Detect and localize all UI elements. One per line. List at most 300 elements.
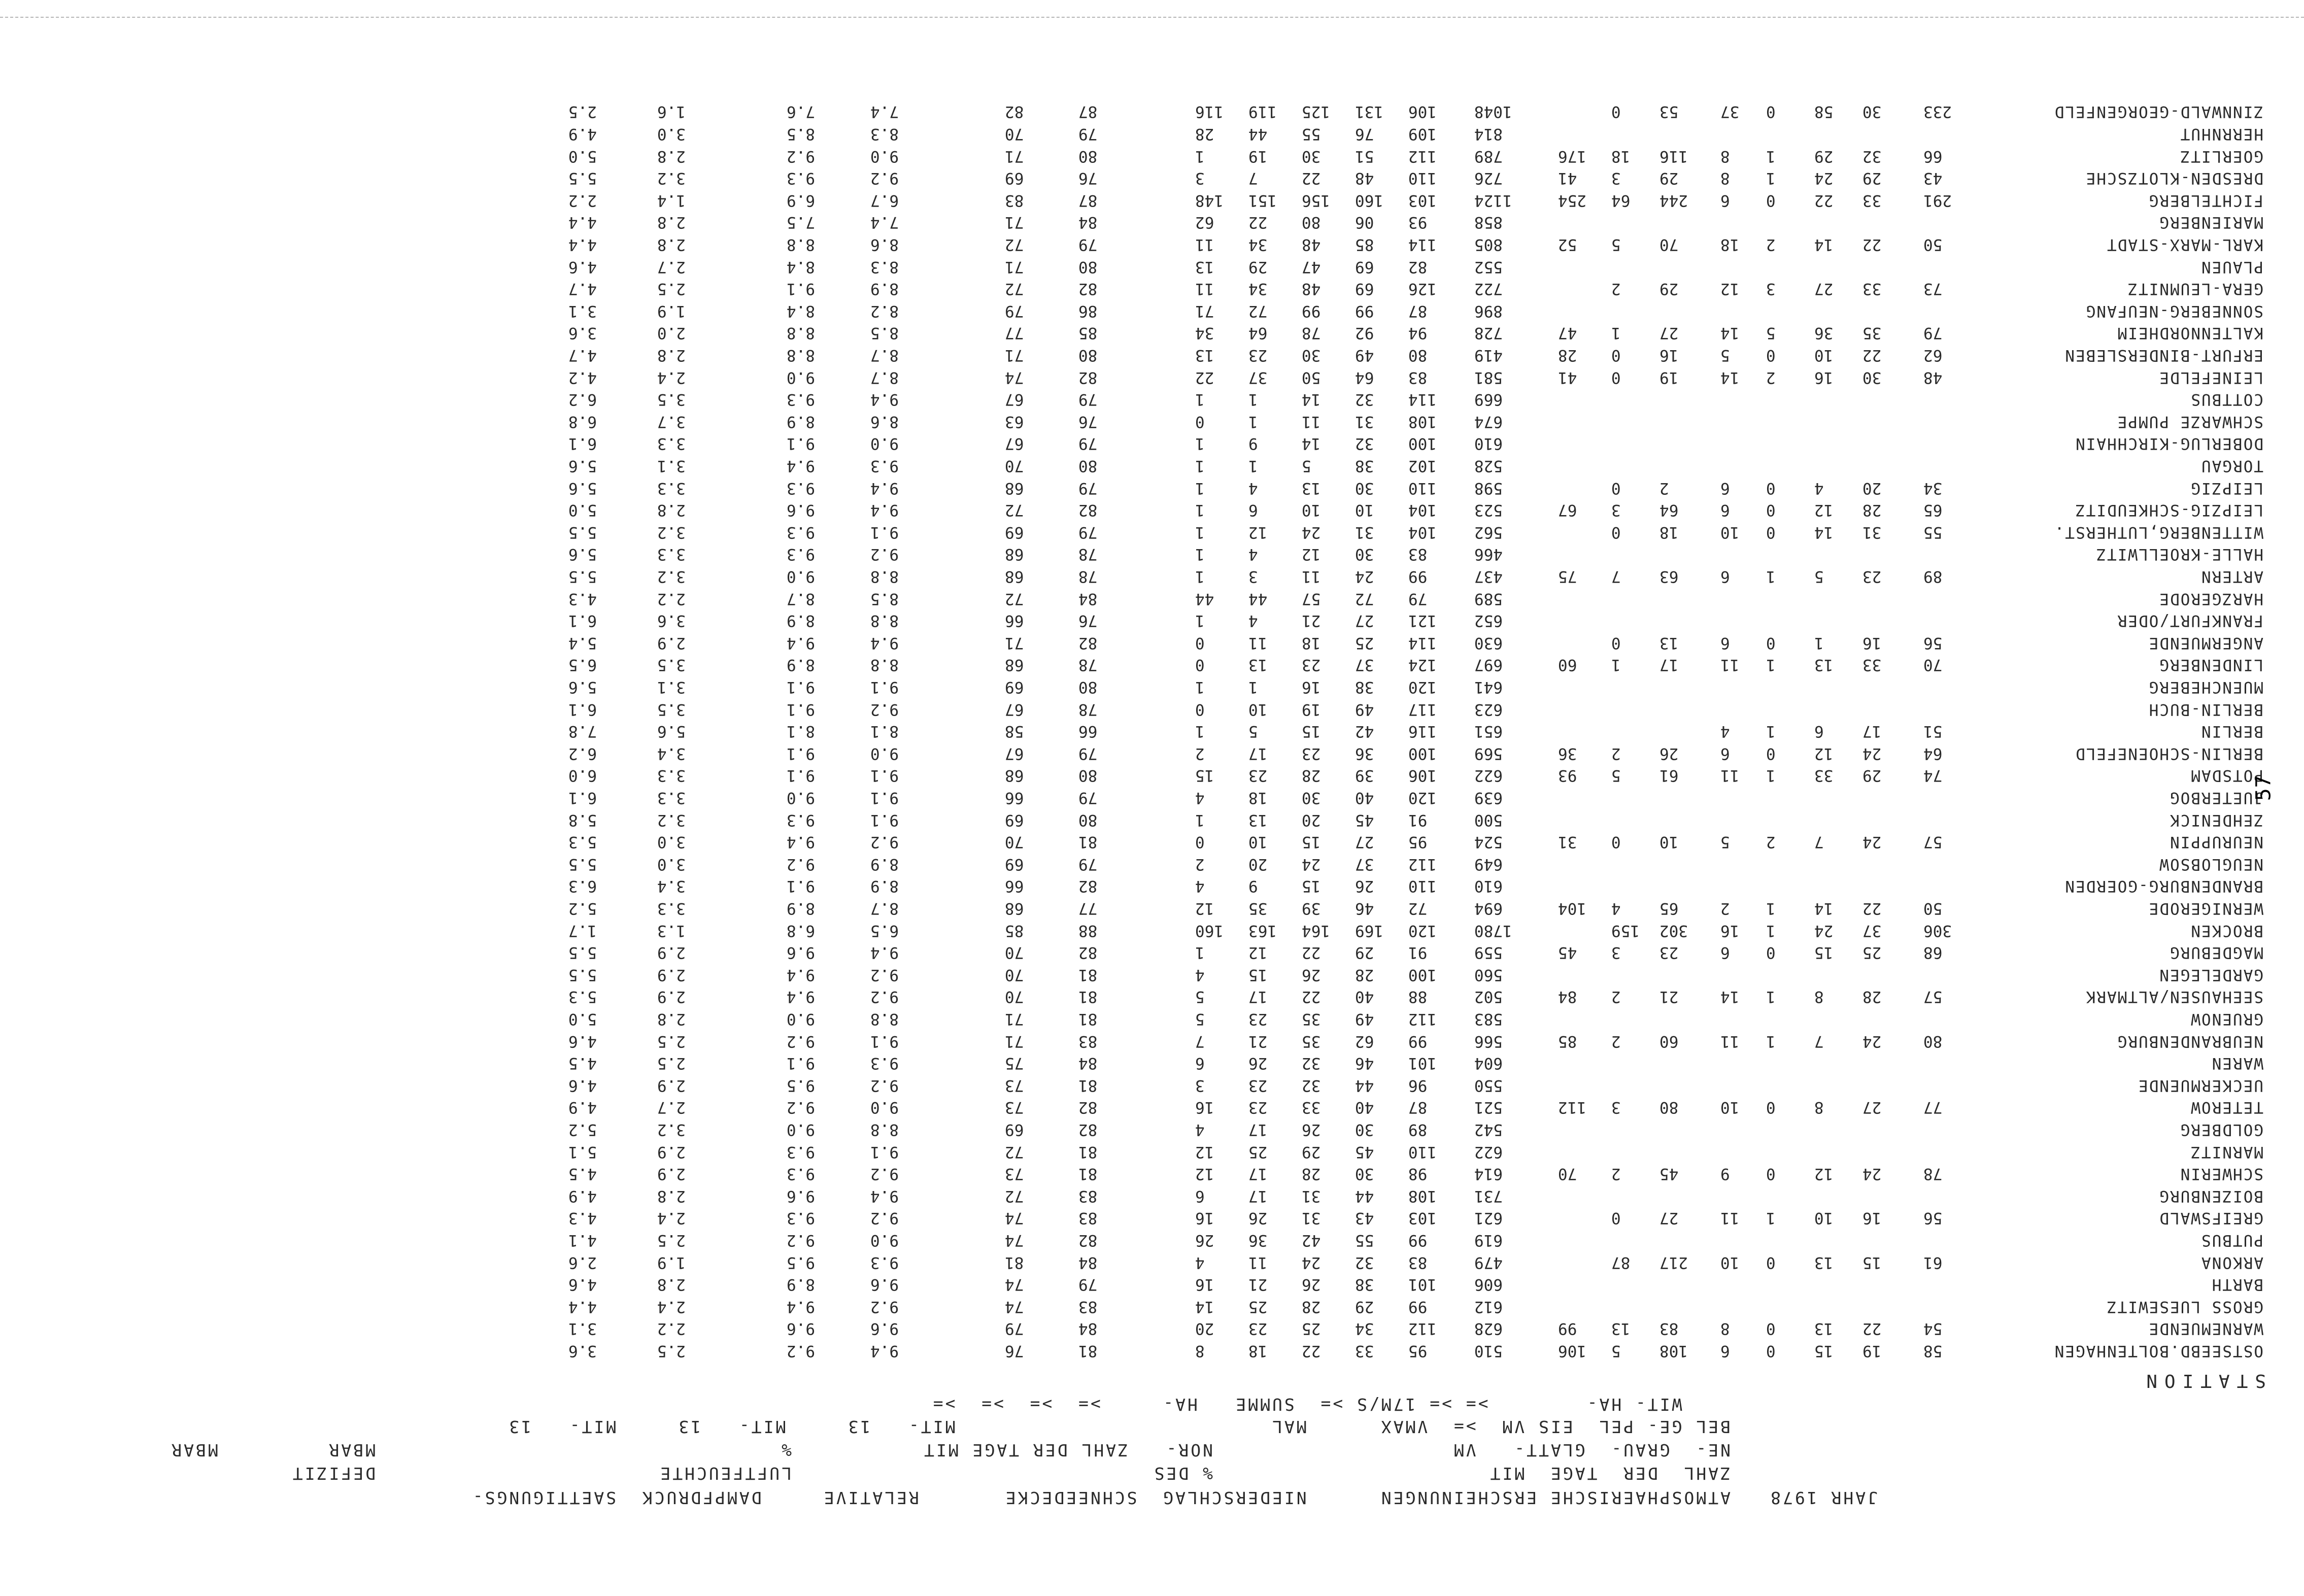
station-name: ZEHDENICK xyxy=(2169,810,2263,829)
table-cell: 2.5 xyxy=(657,1054,686,1073)
table-cell: 18 xyxy=(1611,147,1631,165)
table-cell: 37 xyxy=(1862,921,1882,940)
table-cell: 71 xyxy=(1005,213,1024,232)
table-cell: 437 xyxy=(1474,567,1503,586)
station-name: GREIFSWALD xyxy=(2158,1209,2263,1228)
table-cell: 0 xyxy=(1766,346,1776,364)
table-cell: 71 xyxy=(1005,257,1024,276)
table-cell: 0 xyxy=(1611,346,1621,364)
table-cell: 28 xyxy=(1862,501,1882,520)
table-cell: 131 xyxy=(1355,103,1383,121)
table-cell: 65 xyxy=(1923,501,1943,520)
table-cell: 4.3 xyxy=(568,1209,597,1228)
table-cell: 12 xyxy=(1248,523,1268,541)
table-cell: 2.5 xyxy=(657,1231,686,1249)
table-cell: 3.3 xyxy=(657,789,686,807)
table-cell: 83 xyxy=(1078,1032,1098,1050)
table-cell: 612 xyxy=(1474,1297,1503,1316)
table-cell: 81 xyxy=(1078,1342,1098,1360)
table-row xyxy=(0,653,2304,674)
table-cell: 2.4 xyxy=(657,1209,686,1228)
table-cell: 4.2 xyxy=(568,368,597,387)
table-row xyxy=(0,587,2304,608)
table-cell: 6 xyxy=(1720,479,1730,497)
table-cell: 16 xyxy=(1195,1209,1214,1228)
table-cell: 13 xyxy=(1659,633,1679,652)
table-cell: 3.2 xyxy=(657,1120,686,1139)
table-cell: 29 xyxy=(1302,1142,1321,1161)
table-cell: 9.3 xyxy=(870,1253,899,1272)
table-cell: 6 xyxy=(1720,501,1730,520)
table-cell: 9.4 xyxy=(787,988,815,1006)
table-cell: 22 xyxy=(1862,1319,1882,1338)
table-cell: 6 xyxy=(1814,722,1824,741)
station-name: WARNEMUENDE xyxy=(2148,1319,2263,1338)
station-name: MAGDEBURG xyxy=(2169,943,2263,962)
table-cell: 3 xyxy=(1611,943,1621,962)
table-cell: 1 xyxy=(1814,633,1824,652)
table-cell: 3 xyxy=(1195,1076,1205,1095)
table-cell: 57 xyxy=(1923,988,1943,1006)
table-cell: 36 xyxy=(1355,744,1374,763)
table-cell: 0 xyxy=(1195,656,1205,674)
table-cell: 3 xyxy=(1611,169,1621,188)
station-name: BRANDENBURG-GOERDEN xyxy=(2064,877,2263,896)
table-cell: 8 xyxy=(1720,1319,1730,1338)
table-cell: 8.9 xyxy=(787,656,815,674)
table-cell: 0 xyxy=(1766,479,1776,497)
table-cell: 66 xyxy=(1005,612,1024,630)
table-cell: 82 xyxy=(1005,103,1024,121)
table-cell: 8.8 xyxy=(870,1010,899,1028)
table-cell: 12 xyxy=(1248,943,1268,962)
table-cell: 16 xyxy=(1720,921,1740,940)
table-cell: 43 xyxy=(1355,1209,1374,1228)
table-cell: 71 xyxy=(1005,633,1024,652)
table-row xyxy=(0,144,2304,165)
station-name: GOERLITZ xyxy=(2179,147,2263,165)
table-cell: 72 xyxy=(1005,501,1024,520)
table-cell: 9.6 xyxy=(787,501,815,520)
table-cell: 35 xyxy=(1302,1032,1321,1050)
table-cell: 528 xyxy=(1474,457,1503,475)
table-cell: 103 xyxy=(1408,191,1437,210)
table-cell: 63 xyxy=(1005,412,1024,431)
table-cell: 104 xyxy=(1408,523,1437,541)
table-cell: 16 xyxy=(1862,633,1882,652)
table-cell: 3.7 xyxy=(657,412,686,431)
table-cell: 3.0 xyxy=(657,125,686,143)
station-name: ARKONA xyxy=(2200,1253,2263,1272)
table-cell: 110 xyxy=(1408,169,1437,188)
table-cell: 84 xyxy=(1078,1253,1098,1272)
table-cell: 82 xyxy=(1078,501,1098,520)
table-cell: 12 xyxy=(1302,545,1321,564)
table-cell: 29 xyxy=(1355,1297,1374,1316)
table-cell: 102 xyxy=(1408,457,1437,475)
table-cell: 4 xyxy=(1195,789,1205,807)
table-cell: 34 xyxy=(1195,324,1214,343)
table-cell: 8.8 xyxy=(787,324,815,343)
station-name: ANGERMUENDE xyxy=(2148,633,2263,652)
table-cell: 3.6 xyxy=(568,324,597,343)
table-cell: 0 xyxy=(1766,633,1776,652)
table-cell: 48 xyxy=(1355,169,1374,188)
table-cell: 69 xyxy=(1005,1120,1024,1139)
table-cell: 16 xyxy=(1659,346,1679,364)
table-cell: 112 xyxy=(1408,855,1437,873)
table-cell: 2.8 xyxy=(657,1275,686,1294)
table-cell: 114 xyxy=(1408,235,1437,254)
table-cell: 34 xyxy=(1248,235,1268,254)
table-cell: 60 xyxy=(1659,1032,1679,1050)
table-cell: 108 xyxy=(1408,1186,1437,1205)
table-row xyxy=(0,232,2304,254)
table-row xyxy=(0,1316,2304,1338)
table-cell: 24 xyxy=(1814,921,1834,940)
table-cell: 32 xyxy=(1302,1076,1321,1095)
table-row xyxy=(0,321,2304,342)
table-cell: 80 xyxy=(1078,678,1098,696)
table-cell: 80 xyxy=(1659,1098,1679,1117)
table-cell: 70 xyxy=(1005,833,1024,852)
table-cell: 2.9 xyxy=(657,633,686,652)
table-cell: 8.5 xyxy=(870,324,899,343)
table-cell: 5 xyxy=(1248,722,1258,741)
table-cell: 27 xyxy=(1355,612,1374,630)
table-cell: 4 xyxy=(1195,1253,1205,1272)
table-cell: 47 xyxy=(1558,324,1577,343)
station-name: TETEROW xyxy=(2190,1098,2263,1117)
table-cell: 3.1 xyxy=(657,678,686,696)
table-cell: 9.4 xyxy=(787,633,815,652)
table-cell: 3.1 xyxy=(657,457,686,475)
table-cell: 622 xyxy=(1474,1142,1503,1161)
table-cell: 73 xyxy=(1005,1076,1024,1095)
table-cell: 74 xyxy=(1923,766,1943,785)
table-cell: 72 xyxy=(1005,1142,1024,1161)
station-name: BARTH xyxy=(2211,1275,2263,1294)
table-cell: 69 xyxy=(1355,257,1374,276)
table-cell: 21 xyxy=(1248,1275,1268,1294)
table-cell: 28 xyxy=(1195,125,1214,143)
table-cell: 56 xyxy=(1923,633,1943,652)
table-row xyxy=(0,122,2304,143)
table-cell: 81 xyxy=(1078,833,1098,852)
table-cell: 23 xyxy=(1248,346,1268,364)
table-cell: 6 xyxy=(1720,943,1730,962)
header-title-line: ATMOSPHAERISCHE ERSCHEINUNGEN NIEDERSCHLAG SCHNEEDECKE RELATIVE DAMPFDRUCK SAETTIGUNGS- xyxy=(470,1488,1731,1508)
table-cell: 2 xyxy=(1766,368,1776,387)
table-cell: 31 xyxy=(1862,523,1882,541)
table-cell: 7.6 xyxy=(787,103,815,121)
table-cell: 8.8 xyxy=(870,612,899,630)
table-cell: 45 xyxy=(1558,943,1577,962)
table-cell: 4.4 xyxy=(568,235,597,254)
table-cell: 9.3 xyxy=(787,390,815,409)
table-cell: 33 xyxy=(1862,280,1882,298)
station-name: FRANKFURT/ODER xyxy=(2116,612,2263,630)
table-cell: 5.0 xyxy=(568,501,597,520)
table-cell: 82 xyxy=(1078,1231,1098,1249)
station-name: NEUBRANDENBURG xyxy=(2116,1032,2263,1050)
table-cell: 9.4 xyxy=(870,943,899,962)
table-cell: 64 xyxy=(1611,191,1631,210)
table-cell: 3 xyxy=(1766,280,1776,298)
table-cell: 1 xyxy=(1766,656,1776,674)
table-cell: 70 xyxy=(1659,235,1679,254)
table-cell: 7.5 xyxy=(787,213,815,232)
table-cell: 4 xyxy=(1720,722,1730,741)
table-cell: 8.6 xyxy=(870,412,899,431)
table-cell: 29 xyxy=(1659,280,1679,298)
table-cell: 36 xyxy=(1248,1231,1268,1249)
table-cell: 98 xyxy=(1408,1165,1428,1183)
table-cell: 26 xyxy=(1248,1209,1268,1228)
table-cell: 649 xyxy=(1474,855,1503,873)
table-cell: 117 xyxy=(1408,700,1437,719)
table-cell: 126 xyxy=(1408,280,1437,298)
table-cell: 9.1 xyxy=(787,1054,815,1073)
table-cell: 112 xyxy=(1408,1010,1437,1028)
table-cell: 24 xyxy=(1355,567,1374,586)
table-cell: 50 xyxy=(1302,368,1321,387)
table-cell: 2.9 xyxy=(657,943,686,962)
table-cell: 25 xyxy=(1302,1319,1321,1338)
table-cell: 9.4 xyxy=(787,833,815,852)
table-cell: 84 xyxy=(1078,589,1098,608)
table-cell: 19 xyxy=(1302,700,1321,719)
table-cell: 14 xyxy=(1814,899,1834,918)
table-cell: 728 xyxy=(1474,324,1503,343)
table-row xyxy=(0,1295,2304,1316)
table-cell: 28 xyxy=(1862,988,1882,1006)
table-cell: 1 xyxy=(1195,434,1205,453)
table-cell: 5.6 xyxy=(568,479,597,497)
table-cell: 112 xyxy=(1558,1098,1586,1117)
header-line2-part-c: LUFTFEUCHTE xyxy=(658,1464,792,1483)
table-cell: 2.8 xyxy=(657,346,686,364)
table-cell: 75 xyxy=(1558,567,1577,586)
table-cell: 7.8 xyxy=(568,722,597,741)
table-cell: 0 xyxy=(1611,368,1621,387)
station-name: LEIPZIG xyxy=(2190,479,2263,497)
table-row xyxy=(0,1007,2304,1028)
table-cell: 610 xyxy=(1474,434,1503,453)
table-cell: 51 xyxy=(1355,147,1374,165)
table-cell: 15 xyxy=(1814,943,1834,962)
table-cell: 2.9 xyxy=(657,1142,686,1161)
table-cell: 3.5 xyxy=(657,390,686,409)
table-cell: 1048 xyxy=(1474,103,1512,121)
table-cell: 38 xyxy=(1355,1275,1374,1294)
table-cell: 121 xyxy=(1408,612,1437,630)
table-cell: 15 xyxy=(1302,877,1321,896)
table-cell: 27 xyxy=(1355,833,1374,852)
table-cell: 65 xyxy=(1659,899,1679,918)
table-cell: 726 xyxy=(1474,169,1503,188)
table-cell: 9.4 xyxy=(870,1186,899,1205)
table-cell: 9.1 xyxy=(787,700,815,719)
table-cell: 80 xyxy=(1078,257,1098,276)
table-cell: 116 xyxy=(1195,103,1224,121)
table-cell: 20 xyxy=(1248,855,1268,873)
table-cell: 2 xyxy=(1611,1032,1621,1050)
table-cell: 106 xyxy=(1408,103,1437,121)
table-row xyxy=(0,874,2304,895)
table-cell: 6 xyxy=(1720,744,1730,763)
table-cell: 12 xyxy=(1814,1165,1834,1183)
table-cell: 1 xyxy=(1248,390,1258,409)
table-cell: 18 xyxy=(1720,235,1740,254)
table-cell: 4.1 xyxy=(568,1231,597,1249)
table-cell: 78 xyxy=(1078,656,1098,674)
table-cell: 0 xyxy=(1611,633,1621,652)
table-cell: 28 xyxy=(1302,1165,1321,1183)
table-cell: 110 xyxy=(1408,1142,1437,1161)
station-name: GERA-LEUMNITZ xyxy=(2127,280,2263,298)
table-cell: 93 xyxy=(1408,213,1428,232)
table-cell: 16 xyxy=(1814,368,1834,387)
table-cell: 22 xyxy=(1302,988,1321,1006)
table-cell: 24 xyxy=(1814,169,1834,188)
table-cell: 82 xyxy=(1078,368,1098,387)
table-cell: 8.4 xyxy=(787,257,815,276)
table-cell: 4.6 xyxy=(568,1032,597,1050)
table-cell: 38 xyxy=(1355,678,1374,696)
table-cell: 805 xyxy=(1474,235,1503,254)
table-row xyxy=(0,210,2304,231)
table-cell: 37 xyxy=(1720,103,1740,121)
table-cell: 25 xyxy=(1862,943,1882,962)
table-cell: 58 xyxy=(1814,103,1834,121)
table-cell: 8.7 xyxy=(787,589,815,608)
table-cell: 72 xyxy=(1355,589,1374,608)
table-cell: 11 xyxy=(1302,567,1321,586)
table-cell: 57 xyxy=(1923,833,1943,852)
header-line3-part-c: % xyxy=(780,1440,792,1460)
table-cell: 8 xyxy=(1720,147,1730,165)
table-cell: 14 xyxy=(1302,434,1321,453)
table-cell: 120 xyxy=(1408,678,1437,696)
table-cell: 4.7 xyxy=(568,280,597,298)
table-cell: 68 xyxy=(1005,656,1024,674)
table-cell: 83 xyxy=(1078,1209,1098,1228)
table-cell: 32 xyxy=(1355,434,1374,453)
table-cell: 4 xyxy=(1248,545,1258,564)
station-name: PUTBUS xyxy=(2200,1231,2263,1249)
table-cell: 82 xyxy=(1078,1120,1098,1139)
table-cell: 29 xyxy=(1814,147,1834,165)
table-cell: 35 xyxy=(1302,1010,1321,1028)
table-cell: 4 xyxy=(1814,479,1824,497)
table-cell: 72 xyxy=(1005,589,1024,608)
table-cell: 0 xyxy=(1611,523,1621,541)
table-cell: 56 xyxy=(1923,1209,1943,1228)
table-cell: 164 xyxy=(1302,921,1330,940)
station-name: BOIZENBURG xyxy=(2158,1186,2263,1205)
table-cell: 6 xyxy=(1720,191,1730,210)
table-cell: 26 xyxy=(1248,1054,1268,1073)
station-name: PLAUEN xyxy=(2200,257,2263,276)
table-cell: 92 xyxy=(1355,324,1374,343)
table-cell: 2 xyxy=(1720,899,1730,918)
table-cell: 69 xyxy=(1005,169,1024,188)
table-cell: 62 xyxy=(1195,213,1214,232)
table-cell: 80 xyxy=(1078,346,1098,364)
table-cell: 45 xyxy=(1355,810,1374,829)
table-cell: 1.9 xyxy=(657,301,686,320)
table-cell: 0 xyxy=(1766,191,1776,210)
table-cell: 17 xyxy=(1248,1165,1268,1183)
table-cell: 176 xyxy=(1558,147,1586,165)
table-cell: 70 xyxy=(1005,988,1024,1006)
table-cell: 26 xyxy=(1195,1231,1214,1249)
table-cell: 2.8 xyxy=(657,1186,686,1205)
table-cell: 628 xyxy=(1474,1319,1503,1338)
table-cell: 163 xyxy=(1248,921,1277,940)
table-cell: 8.5 xyxy=(787,125,815,143)
table-cell: 4 xyxy=(1611,899,1621,918)
table-cell: 99 xyxy=(1408,1231,1428,1249)
table-cell: 36 xyxy=(1814,324,1834,343)
table-cell: 31 xyxy=(1558,833,1577,852)
table-cell: 17 xyxy=(1248,1186,1268,1205)
station-name: BERLIN-SCHOENEFELD xyxy=(2075,744,2263,763)
table-cell: 6.9 xyxy=(787,191,815,210)
table-cell: 116 xyxy=(1659,147,1688,165)
table-cell: 639 xyxy=(1474,789,1503,807)
table-cell: 589 xyxy=(1474,589,1503,608)
table-cell: 79 xyxy=(1078,434,1098,453)
table-row xyxy=(0,188,2304,210)
table-row xyxy=(0,299,2304,320)
table-cell: 466 xyxy=(1474,545,1503,564)
table-row xyxy=(0,431,2304,453)
table-cell: 79 xyxy=(1923,324,1943,343)
table-cell: 11 xyxy=(1248,1253,1268,1272)
table-cell: 5 xyxy=(1302,457,1311,475)
table-cell: 101 xyxy=(1408,1275,1437,1294)
table-cell: 9.0 xyxy=(870,147,899,165)
table-cell: 2.5 xyxy=(657,280,686,298)
table-cell: 82 xyxy=(1078,1098,1098,1117)
table-cell: 1.9 xyxy=(657,1253,686,1272)
table-cell: 72 xyxy=(1005,280,1024,298)
table-cell: 2 xyxy=(1611,988,1621,1006)
table-cell: 71 xyxy=(1195,301,1214,320)
station-name: GRUENOW xyxy=(2190,1010,2263,1028)
table-cell: 6 xyxy=(1195,1186,1205,1205)
table-cell: 13 xyxy=(1195,346,1214,364)
table-cell: 67 xyxy=(1005,390,1024,409)
table-cell: 35 xyxy=(1248,899,1268,918)
table-cell: 8 xyxy=(1814,988,1824,1006)
table-cell: 0 xyxy=(1195,412,1205,431)
table-cell: 524 xyxy=(1474,833,1503,852)
table-cell: 1 xyxy=(1766,169,1776,188)
table-cell: 1 xyxy=(1248,412,1258,431)
table-cell: 80 xyxy=(1302,213,1321,232)
table-cell: 79 xyxy=(1078,479,1098,497)
station-name: BERLIN xyxy=(2200,722,2263,741)
table-cell: 72 xyxy=(1005,1186,1024,1205)
table-cell: 9.3 xyxy=(787,523,815,541)
table-cell: 8 xyxy=(1814,1098,1824,1117)
table-row xyxy=(0,387,2304,409)
table-cell: 8.5 xyxy=(870,589,899,608)
table-row xyxy=(0,277,2304,298)
